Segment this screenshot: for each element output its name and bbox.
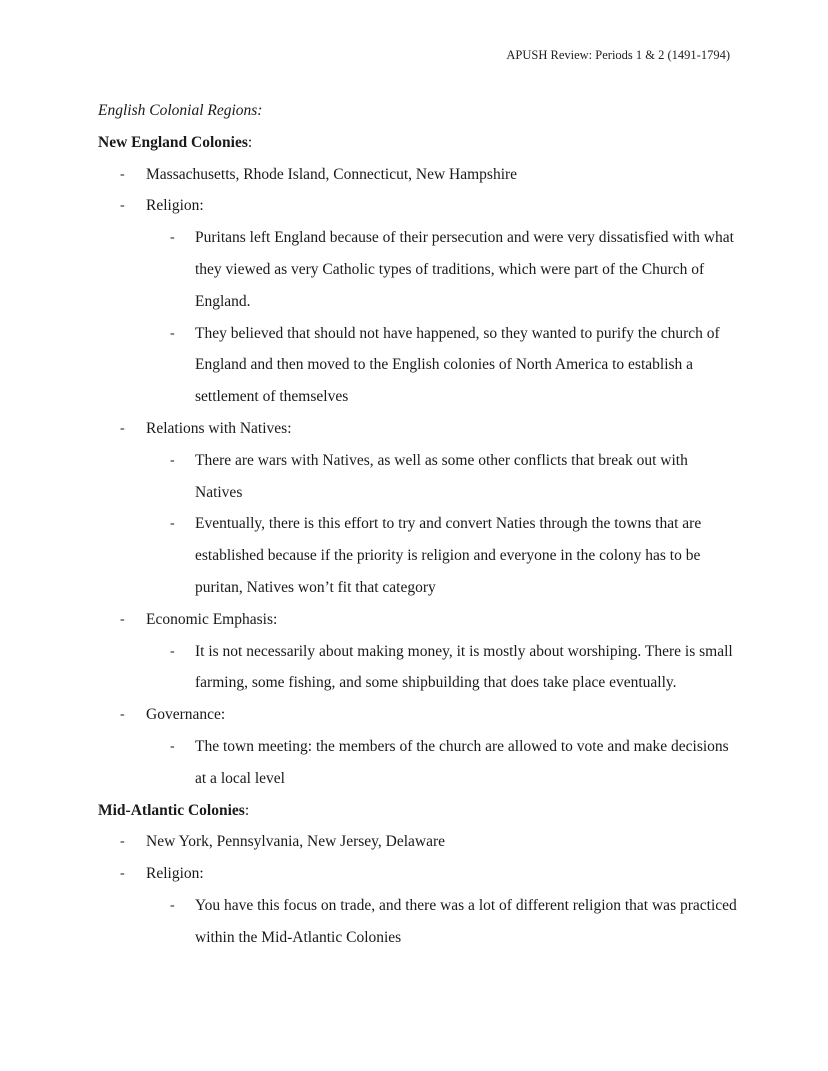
list-item	[120, 858, 738, 890]
list-item	[170, 636, 738, 700]
bullet-dash: -	[120, 420, 125, 436]
mid-atlantic-colonies-list: New York, Pennsylvania, New Jersey, Delaware	[146, 833, 446, 851]
list-item	[170, 731, 738, 795]
bullet-dash: -	[120, 834, 125, 850]
religion-point: You have this focus on trade, and there was a lot of different religion that was practiced within the Mid-Atlantic Colonies	[195, 896, 737, 946]
bullet-dash: -	[170, 325, 175, 341]
list-item	[170, 508, 738, 603]
bullet-dash: -	[120, 166, 125, 182]
bullet-dash: -	[120, 611, 125, 627]
list-item	[120, 159, 738, 191]
bullet-dash: -	[170, 452, 175, 468]
list-item	[120, 699, 738, 731]
section-subtitle: English Colonial Regions:	[98, 102, 263, 119]
natives-point: There are wars with Natives, as well as some other conflicts that break out with Natives	[195, 451, 688, 501]
religion-point: They believed that should not have happened, so they wanted to purify the church of England and then moved to the English colonies of North America to establish a settlement of themselves	[195, 324, 720, 406]
governance-point: The town meeting: the members of the church are allowed to vote and make decisions at a local level	[195, 737, 729, 787]
new-england-heading-text: New England Colonies	[98, 133, 248, 151]
bullet-dash: -	[170, 738, 175, 754]
document-body	[98, 95, 738, 954]
bullet-dash: -	[170, 230, 175, 246]
bullet-dash: -	[170, 897, 175, 913]
new-england-heading	[98, 127, 738, 159]
list-item	[170, 222, 738, 317]
bullet-dash: -	[120, 707, 125, 723]
bullet-dash: -	[120, 198, 125, 214]
heading-colon: :	[244, 801, 250, 819]
new-england-colonies-list: Massachusetts, Rhode Island, Connecticut, New Hampshire	[146, 165, 518, 183]
economic-label: Economic Emphasis:	[146, 610, 278, 628]
list-item	[120, 604, 738, 636]
natives-label: Relations with Natives:	[146, 419, 292, 437]
list-item	[120, 190, 738, 222]
mid-atlantic-heading-text: Mid-Atlantic Colonies	[98, 801, 245, 819]
mid-atlantic-heading	[98, 795, 738, 827]
religion-label: Religion:	[146, 865, 204, 883]
heading-colon: :	[247, 133, 253, 151]
bullet-dash: -	[120, 866, 125, 882]
list-item	[120, 413, 738, 445]
list-item	[120, 826, 738, 858]
list-item	[170, 318, 738, 413]
religion-label: Religion:	[146, 197, 204, 215]
bullet-dash: -	[170, 643, 175, 659]
bullet-dash: -	[170, 516, 175, 532]
religion-point: Puritans left England because of their persecution and were very dissatisfied with what they viewed as very Catholic types of traditions, which were part of the Church of England.	[195, 229, 734, 310]
running-header: APUSH Review: Periods 1 & 2 (1491-1794)	[506, 48, 730, 62]
natives-point: Eventually, there is this effort to try and convert Naties through the towns that are established because if the priority is religion and everyone in the colony has to be puritan, Natives won’t fit that category	[195, 515, 702, 596]
economic-point: It is not necessarily about making money, it is mostly about worshiping. There is small farming, some fishing, and some shipbuilding that does take place eventually.	[195, 642, 733, 692]
governance-label: Governance:	[146, 706, 226, 724]
list-item	[170, 890, 738, 954]
list-item	[170, 445, 738, 509]
